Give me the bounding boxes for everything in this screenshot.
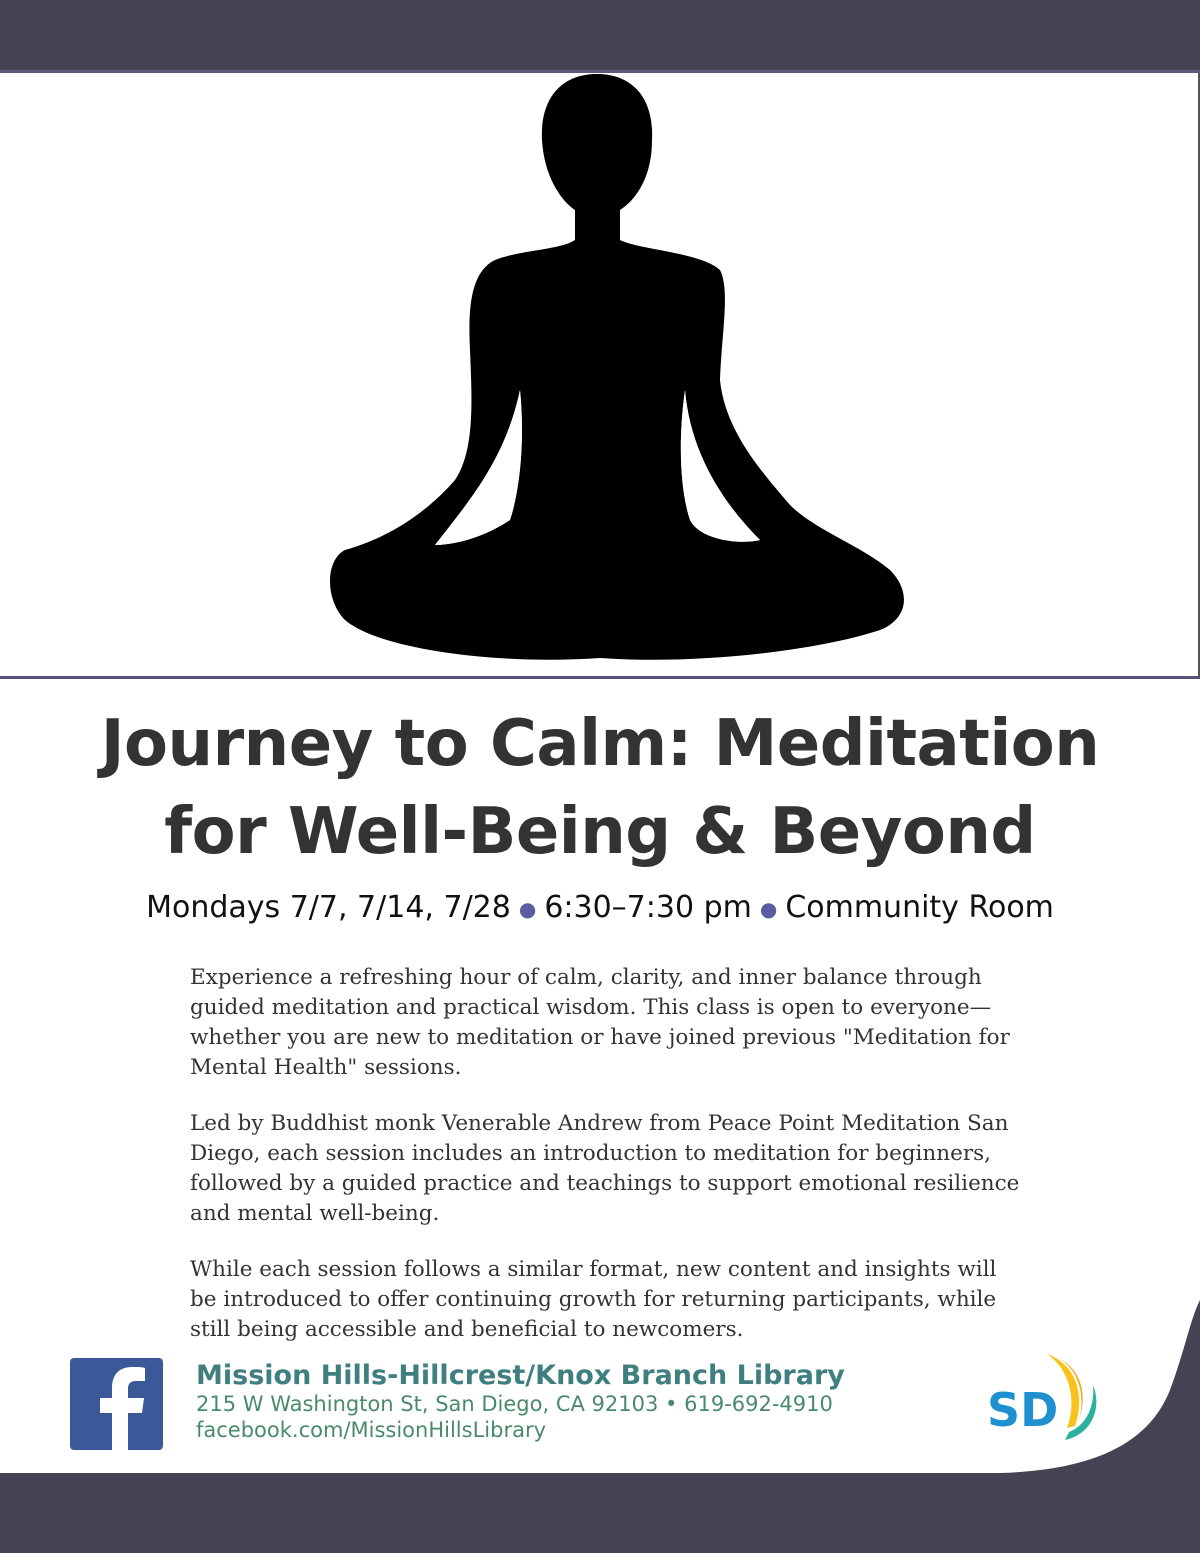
separator-dot: • (665, 1392, 678, 1416)
paragraph: While each session follows a similar format, new content and insights will be introduced to offer continuing growth for returning participants, while still being accessible and beneficial to newcomers. (190, 1257, 997, 1342)
schedule-location: Community Room (785, 890, 1054, 925)
paragraph: Experience a refreshing hour of calm, clarity, and inner balance through guided meditation and practical wisdom. This class is open to everyone—whether you are new to meditation or have joined previous "Meditation for Mental Health" sessions. (190, 965, 1010, 1080)
schedule-time: 6:30–7:30 pm (544, 890, 752, 925)
address-line (196, 1391, 845, 1417)
title-line-2: for Well-Being & Beyond (164, 795, 1036, 869)
library-info (196, 1360, 845, 1443)
separator-dot: ● (759, 896, 778, 921)
title-line-1: Journey to Calm: Meditation (100, 707, 1100, 781)
facebook-icon[interactable] (70, 1358, 163, 1450)
paragraph: Led by Buddhist monk Venerable Andrew from Peace Point Meditation San Diego, each session includes an introduction to meditation for beginners, followed by a guided practice and teachings to support emotional resilience and mental well-being. (190, 1111, 1020, 1226)
address: 215 W Washington St, San Diego, CA 92103 (196, 1392, 659, 1416)
library-name: Mission Hills-Hillcrest/Knox Branch Library (196, 1360, 845, 1391)
separator-dot: ● (518, 896, 537, 921)
phone: 619-692-4910 (684, 1392, 833, 1416)
logo-text: SD (987, 1383, 1059, 1437)
sd-logo (985, 1350, 1105, 1450)
schedule-days: Mondays 7/7, 7/14, 7/28 (146, 890, 511, 925)
facebook-link[interactable]: facebook.com/MissionHillsLibrary (196, 1418, 547, 1442)
